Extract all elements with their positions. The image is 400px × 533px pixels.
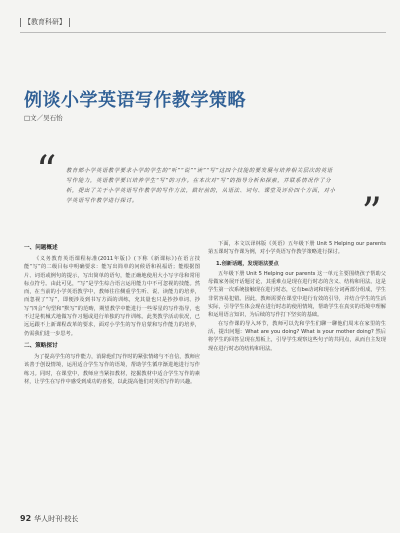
body-paragraph: 为了提高学生的写作能力，消除他们写作时的紧张情绪与不自信，教师应该善于创设情境，运用适合学生写作的语境，帮助学生循序渐进地进行写作练习。同时，在课堂中，教师应当紧扣教材，挖掘教材中适合学生写作的素材，让学生在写作中感受到成功的喜悦，以此提高他们对英语写作的兴趣。	[24, 353, 200, 385]
article-byline: □文／吴石怡	[24, 114, 63, 122]
abstract-box	[36, 142, 382, 236]
header-divider	[20, 32, 386, 33]
body-paragraph: 在写作课的导入环节，教师可以先和学生们聊一聊他们周末在家里的生活，提出问题：What are you doing? What is your mother doing? 然后将学生的回答呈现在黑板上，引导学生观察这些句子的共同点，从而自主发现现在进行时态的结构和用法。	[208, 320, 386, 352]
left-column	[24, 240, 200, 515]
section-heading-overview: 一、问题概述	[24, 245, 58, 251]
page-number: 92	[20, 514, 32, 523]
section-heading-strategy: 二、策略探讨	[24, 342, 58, 349]
body-paragraph: 《义务教育英语课程标准(2011年版)》(下称《新课标》)在语言技能“写”的二级目标中明确要求：能写出简单的问候语和祝福语；能根据图片、词语或例句的提示，写出简单的语句，能正确地使用大小写字母和常用标点符号。由此可见，“写”是学生综合语言运用能力中不可忽视的技能。然而，在当前的小学英语教学中，教师往往侧重学生听、说、读能力的培养，而忽视了“写”，即便涉及到书写方面的训练，充其量也只是抄抄单词、抄写“四会”句型和“默写”的范畴，期望教学中能进行一些零星的写作指导，也不过是机械式地做写作习题或进行单独的写作训练。此类教学活动状况，已远远跟不上新课程改革的要求，面对小学生的写作启蒙和写作能力的培养，仍需我们进一步思考。	[24, 256, 200, 337]
subsection-heading: 1.创新话题，发现语法要点	[216, 260, 279, 267]
article-title: 例谈小学英语写作教学策略	[24, 90, 246, 111]
right-column	[208, 240, 386, 515]
journal-name: 华人时刊·校长	[34, 515, 79, 523]
body-paragraph: 五年级下册 Unit 5 Helping our parents 这一单元主要围绕孩子帮助父母做家务展开话题讨论，其重难点是现在进行时态的含义、结构和用法。这是学生第一次系统接触现在进行时态，它有be动词和现在分词两部分组成，学生非常容易犯错。因此，教师需要在课堂中进行有效的引导，并结合学生的生活实际，引导学生体会现在进行时态的使用情境，帮助学生在真实的语境中理解和运用语言知识，为后续的写作打下坚实的基础。	[208, 270, 386, 319]
close-quote-icon: ”	[361, 190, 382, 236]
section-tag: 【教育科研】	[20, 18, 70, 27]
open-quote-icon: “	[36, 148, 57, 194]
body-paragraph: 下面，本文以译林版《英语》五年级下册 Unit 5 Helping our parents 第五课时写作课为例，对小学英语写作教学策略进行探讨。	[208, 241, 386, 256]
page-footer	[20, 514, 78, 524]
article-abstract: 教育部小学英语教学要求小学的学生的“听”“说”“读”“写”这四个技能的要发展与培养相关层次的英语写作能力，英语教学要以培养学生“写”的习作。在本次对“写”的指导分析和探索，并联系情况作了分析，提出了关于小学英语写作教学的写作方法，做好前的，从语法、词句、课堂及评价四个方面，对小学英语写作教学进行探讨。	[66, 168, 336, 204]
